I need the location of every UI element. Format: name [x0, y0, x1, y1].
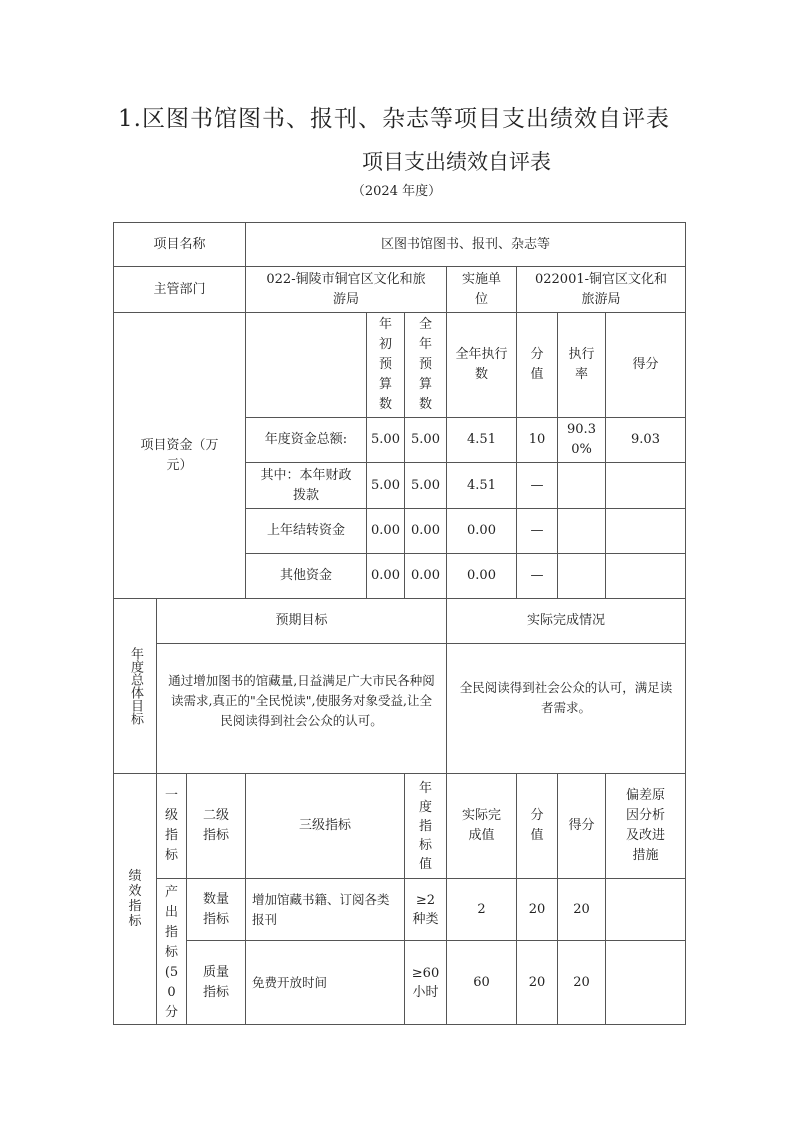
indicator-header-level2: 二级指标: [186, 773, 246, 879]
fund-row-rate: 90.30%: [557, 417, 606, 463]
actual-goal-text: 全民阅读得到社会公众的认可，满足读者需求。: [446, 643, 686, 774]
funds-header-blank: [245, 312, 367, 418]
fund-row-score: [605, 553, 686, 599]
indicator-header-deviation: 偏差原因分析及改进措施: [605, 773, 686, 879]
indicator-target: ≥2种类: [404, 878, 447, 941]
fund-row-rate: [557, 462, 606, 509]
project-name-value: 区图书馆图书、报刊、杂志等: [245, 222, 686, 267]
indicator-level2: 数量指标: [186, 878, 246, 941]
fund-row-initial: 0.00: [366, 553, 405, 599]
form-title: 项目支出绩效自评表: [362, 150, 551, 174]
fund-row-executed: 0.00: [446, 553, 517, 599]
fund-row-score: 9.03: [605, 417, 686, 463]
indicator-header-score: 得分: [557, 773, 606, 879]
indicator-score: 20: [557, 878, 606, 941]
expected-goal-text: 通过增加图书的馆藏量,日益满足广大市民各种阅读需求,真正的"全民悦读",使服务对象受益,让全民阅读得到社会公众的认可。: [156, 643, 447, 774]
indicator-actual: 60: [446, 940, 517, 1025]
fund-row-weight: —: [516, 508, 558, 554]
document-heading: 1.区图书馆图书、报刊、杂志等项目支出绩效自评表: [118, 106, 670, 132]
fund-row-annual: 5.00: [404, 417, 447, 463]
fund-row-weight: —: [516, 553, 558, 599]
goals-section-label: 年度总体目标: [113, 598, 157, 774]
indicator-header-level3: 三级指标: [245, 773, 405, 879]
fund-row-weight: 10: [516, 417, 558, 463]
fund-row-score: [605, 462, 686, 509]
indicator-deviation: [605, 940, 686, 1025]
indicators-section-label: 绩效指标: [113, 773, 157, 1025]
impl-label: 实施单位: [446, 266, 517, 313]
fund-row-executed: 4.51: [446, 462, 517, 509]
impl-value: 022001-铜官区文化和旅游局: [516, 266, 686, 313]
indicator-score: 20: [557, 940, 606, 1025]
fund-row-annual: 5.00: [404, 462, 447, 509]
funds-header-score: 得分: [605, 312, 686, 418]
fund-row-label: 年度资金总额:: [245, 417, 367, 463]
fund-row-label: 其他资金: [245, 553, 367, 599]
indicator-level3: 免费开放时间: [245, 940, 405, 1025]
fund-row-label: 上年结转资金: [245, 508, 367, 554]
actual-goal-header: 实际完成情况: [446, 598, 686, 644]
fund-row-score: [605, 508, 686, 554]
fund-row-initial: 5.00: [366, 417, 405, 463]
indicator-target: ≥60小时: [404, 940, 447, 1025]
indicator-header-weight: 分值: [516, 773, 558, 879]
fund-row-executed: 4.51: [446, 417, 517, 463]
funds-header-annual: 全年预算数: [404, 312, 447, 418]
dept-value: 022-铜陵市铜官区文化和旅游局: [245, 266, 447, 313]
indicator-level3: 增加馆藏书籍、订阅各类报刊: [245, 878, 405, 941]
fund-row-executed: 0.00: [446, 508, 517, 554]
funds-header-weight: 分值: [516, 312, 558, 418]
project-name-label: 项目名称: [113, 222, 246, 267]
funds-header-initial: 年初预算数: [366, 312, 405, 418]
indicator-weight: 20: [516, 940, 558, 1025]
funds-header-rate: 执行率: [557, 312, 606, 418]
indicator-header-level1: 一级指标: [156, 773, 187, 879]
funds-header-executed: 全年执行数: [446, 312, 517, 418]
fund-row-initial: 5.00: [366, 462, 405, 509]
fund-row-initial: 0.00: [366, 508, 405, 554]
indicator-header-target: 年度指标值: [404, 773, 447, 879]
fund-row-annual: 0.00: [404, 553, 447, 599]
fund-row-label: 其中：本年财政拨款: [245, 462, 367, 509]
funds-section-label: 项目资金（万元）: [113, 312, 246, 599]
expected-goal-header: 预期目标: [156, 598, 447, 644]
indicator-weight: 20: [516, 878, 558, 941]
indicator-deviation: [605, 878, 686, 941]
indicator-actual: 2: [446, 878, 517, 941]
dept-label: 主管部门: [113, 266, 246, 313]
year-note: （2024 年度）: [351, 184, 442, 199]
indicator-header-actual: 实际完成值: [446, 773, 517, 879]
fund-row-rate: [557, 553, 606, 599]
fund-row-annual: 0.00: [404, 508, 447, 554]
fund-row-rate: [557, 508, 606, 554]
fund-row-weight: —: [516, 462, 558, 509]
indicator-level1-output: 产出指标(50分: [156, 878, 187, 1025]
indicator-level2: 质量指标: [186, 940, 246, 1025]
